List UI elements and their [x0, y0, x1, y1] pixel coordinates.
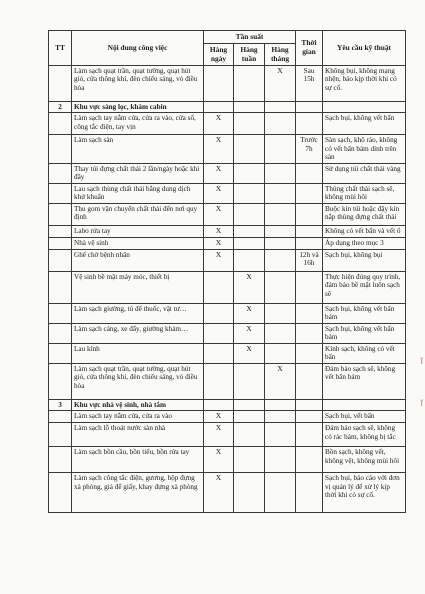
monthly-mark [265, 183, 296, 203]
task-description: Vệ sinh bề mặt máy móc, thiết bị [72, 271, 204, 303]
row-number [49, 271, 72, 303]
table-row [49, 411, 406, 423]
requirement-text: Sạch bụi, báo cáo với đơn vị quản lý để xử lý kịp thời khi có sự cố. [323, 473, 406, 513]
weekly-mark [234, 183, 265, 203]
row-number [49, 237, 72, 249]
task-description: Thay túi đựng chất thải 2 lần/ngày hoặc khi đầy [72, 163, 204, 183]
monthly-mark [265, 411, 296, 423]
table-body [49, 66, 406, 513]
daily-mark: X [204, 423, 234, 447]
monthly-mark [265, 303, 296, 323]
weekly-mark: X [234, 303, 265, 323]
task-description: Làm sạch quạt trần, quạt tường, quạt hút gió, cửa thông khí, đèn chiếu sáng, vỏ điều hòa [72, 66, 204, 102]
weekly-mark [234, 423, 265, 447]
daily-mark: X [204, 447, 234, 473]
requirement-text: Không bụi, không mạng nhện, báo kịp thời khi có sự cố. [323, 66, 406, 102]
section-row [49, 102, 406, 113]
monthly-mark [265, 271, 296, 303]
task-description: Thu gom vận chuyển chất thải đến nơi quy định [72, 203, 204, 225]
task-description: Làm sạch bồn cầu, bồn tiểu, bồn rửa tay [72, 447, 204, 473]
requirement-text: Đảm bảo sạch sẽ, không có rác bám, không bị tắc [323, 423, 406, 447]
empty-cell [265, 102, 296, 113]
task-description: Làm sạch lỗ thoát nước sàn nhà [72, 423, 204, 447]
weekly-mark [234, 363, 265, 399]
time-cell [296, 343, 323, 363]
monthly-mark [265, 447, 296, 473]
weekly-mark [234, 113, 265, 135]
weekly-mark [234, 135, 265, 163]
header-weekly: Hàng tuần [234, 44, 265, 66]
section-title: Khu vực sàng lọc, khám cabin [72, 102, 204, 113]
daily-mark [204, 363, 234, 399]
time-cell [296, 363, 323, 399]
weekly-mark [234, 163, 265, 183]
row-number [49, 225, 72, 237]
task-description: Làm sạch giường, tủ để thuốc, vật tư… [72, 303, 204, 323]
requirement-text: Kính sạch, không có vết bẩn [323, 343, 406, 363]
daily-mark: X [204, 411, 234, 423]
time-cell: Sau 15h [296, 66, 323, 102]
daily-mark: X [204, 237, 234, 249]
header-frequency: Tần suất [204, 31, 296, 44]
row-number [49, 423, 72, 447]
table-row [49, 237, 406, 249]
row-number [49, 363, 72, 399]
requirement-text: Không có vết bẩn và vết ố [323, 225, 406, 237]
header-time: Thời gian [296, 31, 323, 66]
daily-mark: X [204, 163, 234, 183]
monthly-mark [265, 323, 296, 343]
time-cell [296, 473, 323, 513]
row-number [49, 203, 72, 225]
requirement-text: Bồn sạch, không vết, không vệt, không mùi hôi [323, 447, 406, 473]
row-number [49, 249, 72, 271]
requirement-text: Sạch bụi, không vết bẩn [323, 113, 406, 135]
header-tt: TT [49, 31, 72, 66]
table-row [49, 66, 406, 102]
empty-cell [265, 399, 296, 410]
weekly-mark [234, 473, 265, 513]
time-cell [296, 203, 323, 225]
monthly-mark [265, 343, 296, 363]
task-description: Labo rửa tay [72, 225, 204, 237]
daily-mark: X [204, 203, 234, 225]
time-cell [296, 183, 323, 203]
row-number [49, 411, 72, 423]
empty-cell [234, 102, 265, 113]
weekly-mark [234, 411, 265, 423]
task-description: Làm sạch tay nắm cửa, cửa ra vào, cửa sổ, công tắc điện, tay vịn [72, 113, 204, 135]
daily-mark [204, 343, 234, 363]
cleaning-schedule-table [48, 30, 406, 513]
daily-mark: X [204, 135, 234, 163]
empty-cell [234, 399, 265, 410]
requirement-text: Sạch bụi, không bụi [323, 249, 406, 271]
monthly-mark [265, 203, 296, 225]
edge-mark: ĭ [420, 356, 423, 366]
requirement-text: Sạch bụi, không vết bẩn bám [323, 323, 406, 343]
table-row [49, 203, 406, 225]
row-number: 2 [49, 102, 72, 113]
time-cell [296, 225, 323, 237]
header-monthly: Hàng tháng [265, 44, 296, 66]
weekly-mark: X [234, 323, 265, 343]
requirement-text: Sạch bụi, không vết bẩn bám [323, 303, 406, 323]
time-cell: Trước 7h [296, 135, 323, 163]
weekly-mark: X [234, 271, 265, 303]
time-cell [296, 163, 323, 183]
daily-mark [204, 323, 234, 343]
empty-cell [323, 399, 406, 410]
header-daily: Hàng ngày [204, 44, 234, 66]
task-description: Lau sạch thùng chất thải bằng dung dịch khử khuẩn [72, 183, 204, 203]
daily-mark [204, 66, 234, 102]
requirement-text: Sạch bụi, vết bẩn [323, 411, 406, 423]
row-number [49, 135, 72, 163]
monthly-mark [265, 249, 296, 271]
time-cell [296, 303, 323, 323]
monthly-mark [265, 135, 296, 163]
time-cell [296, 423, 323, 447]
monthly-mark [265, 113, 296, 135]
monthly-mark [265, 163, 296, 183]
time-cell [296, 237, 323, 249]
requirement-text: Đảm bảo sạch sẽ, không vết bẩn bám [323, 363, 406, 399]
task-description: Lau kính [72, 343, 204, 363]
task-description: Làm sạch công tắc điện, gương, hộp đựng xà phòng, giá để giấy, khay đựng xà phòng [72, 473, 204, 513]
weekly-mark [234, 203, 265, 225]
task-description: Làm sạch quạt trần, quạt tường, quạt hút gió, cửa thông khí, đèn chiếu sáng, vỏ điều hòa [72, 363, 204, 399]
requirement-text: Buộc kín túi hoặc đậy kín nắp thùng đựng chất thải [323, 203, 406, 225]
table-row [49, 323, 406, 343]
time-cell [296, 323, 323, 343]
row-number: 3 [49, 399, 72, 410]
row-number [49, 473, 72, 513]
row-number [49, 163, 72, 183]
time-cell [296, 113, 323, 135]
weekly-mark [234, 447, 265, 473]
monthly-mark [265, 473, 296, 513]
requirement-text: Thùng chất thải sạch sẽ, không mùi hôi [323, 183, 406, 203]
row-number [49, 113, 72, 135]
empty-cell [296, 399, 323, 410]
daily-mark: X [204, 183, 234, 203]
empty-cell [296, 102, 323, 113]
time-cell [296, 271, 323, 303]
requirement-text: Áp dụng theo mục 3 [323, 237, 406, 249]
weekly-mark [234, 237, 265, 249]
requirement-text: Sử dụng túi chất thải vàng [323, 163, 406, 183]
empty-cell [204, 102, 234, 113]
row-number [49, 447, 72, 473]
daily-mark [204, 271, 234, 303]
header-requirements: Yêu cầu kỹ thuật [323, 31, 406, 66]
monthly-mark [265, 225, 296, 237]
task-description: Ghế chờ bệnh nhân [72, 249, 204, 271]
table-row [49, 163, 406, 183]
task-description: Nhà vệ sinh [72, 237, 204, 249]
header-content: Nội dung công việc [72, 31, 204, 66]
section-title: Khu vực nhà vệ sinh, nhà tắm [72, 399, 204, 410]
edge-mark: ĭ [420, 398, 423, 408]
weekly-mark: X [234, 343, 265, 363]
time-cell [296, 411, 323, 423]
weekly-mark [234, 225, 265, 237]
daily-mark: X [204, 473, 234, 513]
table-row [49, 473, 406, 513]
weekly-mark [234, 249, 265, 271]
weekly-mark [234, 66, 265, 102]
table-row [49, 271, 406, 303]
row-number [49, 183, 72, 203]
table-row [49, 135, 406, 163]
table-row [49, 423, 406, 447]
task-description: Làm sạch cáng, xe đẩy, giường khám… [72, 323, 204, 343]
task-description: Làm sạch sàn [72, 135, 204, 163]
table-row [49, 447, 406, 473]
monthly-mark [265, 423, 296, 447]
row-number [49, 323, 72, 343]
task-description: Làm sạch tay nắm cửa, cửa ra vào [72, 411, 204, 423]
monthly-mark: X [265, 363, 296, 399]
time-cell [296, 447, 323, 473]
section-row [49, 399, 406, 410]
daily-mark: X [204, 225, 234, 237]
table-row [49, 303, 406, 323]
row-number [49, 303, 72, 323]
requirement-text: Sàn sạch, khô ráo, không có vết bẩn bám dính trên sàn [323, 135, 406, 163]
table-row [49, 343, 406, 363]
time-cell: 12h và 16h [296, 249, 323, 271]
row-number [49, 343, 72, 363]
table-row [49, 183, 406, 203]
table-row [49, 249, 406, 271]
daily-mark [204, 303, 234, 323]
empty-cell [204, 399, 234, 410]
row-number [49, 66, 72, 102]
monthly-mark [265, 237, 296, 249]
daily-mark: X [204, 113, 234, 135]
requirement-text: Thực hiện đúng quy trình, đảm bảo bề mặt luôn sạch sẽ [323, 271, 406, 303]
monthly-mark: X [265, 66, 296, 102]
table-row [49, 363, 406, 399]
table-row [49, 113, 406, 135]
daily-mark: X [204, 249, 234, 271]
table-row [49, 225, 406, 237]
empty-cell [323, 102, 406, 113]
